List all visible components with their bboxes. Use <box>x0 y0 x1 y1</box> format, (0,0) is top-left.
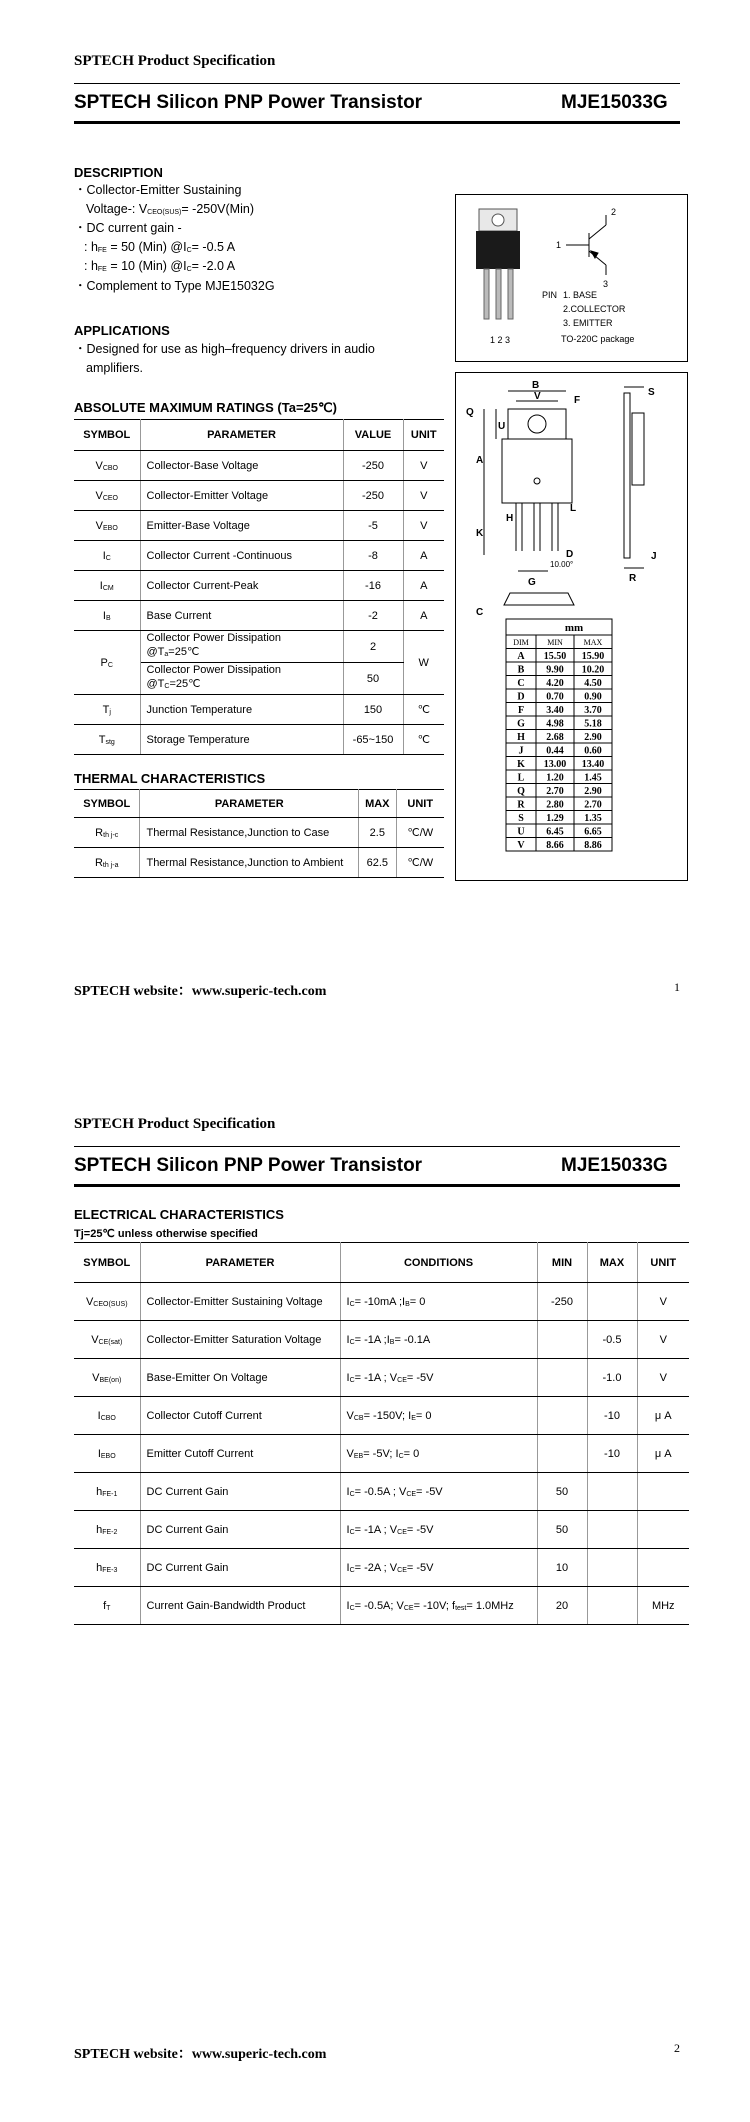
electrical-header-row <box>74 1243 689 1283</box>
dim-value: 15.90 <box>581 651 605 662</box>
col-header: SYMBOL <box>74 420 140 451</box>
max-cell: 62.5 <box>359 848 396 878</box>
dim-value: J <box>518 745 524 757</box>
value-cell: 50 <box>343 663 403 695</box>
parameter-cell: Thermal Resistance,Junction to Ambient <box>140 848 359 878</box>
value-cell: -2 <box>343 601 403 631</box>
value-cell: -250 <box>343 481 403 511</box>
dim-label-l: L <box>570 503 577 514</box>
electrical-heading: ELECTRICAL CHARACTERISTICS <box>74 1207 284 1222</box>
applications-bullet-1b: amplifiers. <box>86 361 143 375</box>
mounting-hole <box>528 415 546 433</box>
dim-value: L <box>517 772 525 784</box>
col-header: UNIT <box>637 1243 689 1283</box>
col-header: CONDITIONS <box>340 1243 537 1283</box>
conditions-cell: $I_C= -1A$ ; $V_{CE}= -5V$ <box>340 1511 537 1549</box>
table-row <box>74 511 444 541</box>
dim-value: 13.40 <box>581 759 605 770</box>
dim-value: K <box>517 759 525 770</box>
body-mark <box>534 478 540 484</box>
description-bullet-2b: : $h_{FE} = 10$ (Min) $@I_C= -2.0$ A <box>84 259 236 273</box>
package-type-label: TO-220C package <box>561 334 635 344</box>
symbol-cell: $I_C$ <box>74 541 140 571</box>
dim-value: F <box>517 705 525 716</box>
max-cell <box>587 1587 637 1625</box>
table-row <box>74 1587 689 1625</box>
symbol-pin-3: 3 <box>603 279 609 289</box>
conditions-cell: $I_C= -2A$ ; $V_{CE}= -5V$ <box>340 1549 537 1587</box>
dim-value: G <box>517 718 525 730</box>
pin-1-label: 1. BASE <box>563 290 598 300</box>
pin-number-labels: 1 2 3 <box>490 335 511 345</box>
dim-value: H <box>517 732 525 743</box>
unit-cell: μ A <box>637 1435 689 1473</box>
thermal-header-row <box>74 790 444 818</box>
dim-value: 2.68 <box>546 732 564 743</box>
symbol-cell: $T_{stg}$ <box>74 725 140 755</box>
header-rule-thick <box>74 121 680 124</box>
dim-label-a: A <box>476 455 484 466</box>
unit-cell: ℃ <box>403 725 444 755</box>
table-row <box>74 695 444 725</box>
col-header: UNIT <box>396 790 444 818</box>
table-row <box>74 631 444 663</box>
dim-label-g: G <box>528 577 536 588</box>
symbol-cell: $I_{CM}$ <box>74 571 140 601</box>
conditions-cell: $V_{EB}= -5V$; $I_C= 0$ <box>340 1435 537 1473</box>
table-row <box>74 451 444 481</box>
symbol-cell: $I_{CBO}$ <box>74 1397 140 1435</box>
max-cell: -1.0 <box>587 1359 637 1397</box>
parameter-cell: Collector-Base Voltage <box>140 451 343 481</box>
dim-header-text: MAX <box>583 638 603 647</box>
dim-value: 2.90 <box>584 732 602 743</box>
thermal-heading: THERMAL CHARACTERISTICS <box>74 771 266 786</box>
parameter-cell: Emitter Cutoff Current <box>140 1435 340 1473</box>
parameter-cell: Collector-Emitter Saturation Voltage <box>140 1321 340 1359</box>
unit-cell: V <box>637 1359 689 1397</box>
dim-value: U <box>517 826 525 838</box>
side-lead <box>624 393 630 558</box>
unit-cell: A <box>403 601 444 631</box>
side-body <box>632 413 644 485</box>
header-title: SPTECH Silicon PNP Power Transistor <box>74 92 423 113</box>
package-pinout-figure <box>455 194 688 362</box>
value-cell: -8 <box>343 541 403 571</box>
parameter-cell: Collector-Emitter Voltage <box>140 481 343 511</box>
pnp-symbol-icon <box>566 215 606 275</box>
symbol-cell: $h_{FE-3}$ <box>74 1549 140 1587</box>
unit-cell <box>637 1473 689 1511</box>
value-cell: 150 <box>343 695 403 725</box>
dim-value: 1.45 <box>584 772 602 784</box>
symbol-cell: $I_B$ <box>74 601 140 631</box>
description-bullet-2a: : $h_{FE} = 50$ (Min) $@I_C= -0.5$ A <box>84 240 236 254</box>
applications-bullet-1: ・Designed for use as high–frequency drivers in audio <box>74 342 375 356</box>
table-row <box>74 1359 689 1397</box>
pin-2-label: 2.COLLECTOR <box>563 304 626 314</box>
dim-value: 0.44 <box>546 745 564 757</box>
parameter-cell: Collector Power Dissipation $@T_C=25℃$ <box>140 663 343 695</box>
dim-label-angle: 10.00° <box>550 560 574 569</box>
parameter-cell: Base-Emitter On Voltage <box>140 1359 340 1397</box>
dim-label-r: R <box>629 573 637 584</box>
footer-website: SPTECH website：www.superic-tech.com <box>74 984 327 999</box>
abs-max-header-row <box>74 420 444 451</box>
dim-value: 10.20 <box>581 664 605 676</box>
min-cell <box>537 1397 587 1435</box>
col-header: MAX <box>587 1243 637 1283</box>
dim-value: 3.70 <box>584 705 602 716</box>
dim-value: 1.35 <box>584 813 602 824</box>
page-2 <box>0 1061 750 2122</box>
page-number: 1 <box>674 980 680 994</box>
dim-value: 4.98 <box>546 718 564 730</box>
symbol-cell: $I_{EBO}$ <box>74 1435 140 1473</box>
dim-value: 5.18 <box>584 718 602 730</box>
electrical-conditions-note: Tj=25℃ unless otherwise specified <box>74 1228 258 1240</box>
header-rule-thick <box>74 1184 680 1187</box>
table-row <box>74 848 444 878</box>
dim-label-j: J <box>651 551 657 562</box>
dim-value: 4.20 <box>546 678 564 689</box>
col-header: MIN <box>537 1243 587 1283</box>
symbol-cell: $V_{CBO}$ <box>74 451 140 481</box>
value-cell: -16 <box>343 571 403 601</box>
dim-value: S <box>518 813 524 824</box>
value-cell: -5 <box>343 511 403 541</box>
dim-label-q: Q <box>466 407 474 418</box>
value-cell: -65~150 <box>343 725 403 755</box>
side-view-shape <box>504 593 574 605</box>
min-cell: 50 <box>537 1473 587 1511</box>
dim-value: 4.50 <box>584 678 602 689</box>
header-subtitle: SPTECH Product Specification <box>74 53 276 69</box>
dim-value: Q <box>517 786 525 797</box>
table-row <box>74 1283 689 1321</box>
unit-cell <box>637 1511 689 1549</box>
header-part-number: MJE15033G <box>561 92 668 113</box>
dim-value: 6.45 <box>546 826 564 838</box>
dim-label-b: B <box>532 380 540 391</box>
dim-value: V <box>517 840 525 851</box>
table-row <box>74 481 444 511</box>
dim-value: C <box>517 678 525 689</box>
parameter-cell: DC Current Gain <box>140 1549 340 1587</box>
table-row <box>74 541 444 571</box>
dim-value: 15.50 <box>543 651 567 662</box>
col-header: SYMBOL <box>74 790 140 818</box>
col-header: VALUE <box>343 420 403 451</box>
symbol-cell: $V_{BE(on)}$ <box>74 1359 140 1397</box>
description-bullet-3: ・Complement to Type MJE15032G <box>74 279 275 293</box>
applications-heading: APPLICATIONS <box>74 323 170 338</box>
max-cell: 2.5 <box>359 818 396 848</box>
body-outline <box>502 439 572 503</box>
min-cell: 50 <box>537 1511 587 1549</box>
conditions-cell: $I_C= -0.5A$ ; $V_{CE}= -5V$ <box>340 1473 537 1511</box>
col-header: SYMBOL <box>74 1243 140 1283</box>
page-number: 2 <box>674 2041 680 2055</box>
col-header: PARAMETER <box>140 1243 340 1283</box>
dim-label-u: U <box>498 421 506 432</box>
header-rule-thin <box>74 1146 680 1147</box>
max-cell: -0.5 <box>587 1321 637 1359</box>
abs-max-heading: ABSOLUTE MAXIMUM RATINGS (Ta=25℃) <box>74 400 337 415</box>
pin-3-label: 3. EMITTER <box>563 318 613 328</box>
parameter-cell: Collector-Emitter Sustaining Voltage <box>140 1283 340 1321</box>
table-row <box>74 571 444 601</box>
parameter-cell: Thermal Resistance,Junction to Case <box>140 818 359 848</box>
symbol-cell: $f_T$ <box>74 1587 140 1625</box>
parameter-cell: Storage Temperature <box>140 725 343 755</box>
conditions-cell: $I_C= -1A$ $;I_B= -0.1A$ <box>340 1321 537 1359</box>
symbol-cell: $P_C$ <box>74 631 140 695</box>
conditions-cell: $I_C= -0.5A$; $V_{CE}= -10V$; $f_{test}= 1.0MHz$ <box>340 1587 537 1625</box>
dim-value: 0.60 <box>584 745 602 757</box>
dim-label-f: F <box>574 395 581 406</box>
conditions-cell: $I_C= -10mA$ $;I_B= 0$ <box>340 1283 537 1321</box>
dim-value: 1.20 <box>546 772 564 784</box>
max-cell: -10 <box>587 1435 637 1473</box>
conditions-cell: $V_{CB}= -150V$; $I_E= 0$ <box>340 1397 537 1435</box>
description-bullet-1: ・Collector-Emitter Sustaining <box>74 183 242 197</box>
unit-cell: V <box>403 511 444 541</box>
unit-cell: MHz <box>637 1587 689 1625</box>
dim-value: 0.90 <box>584 691 602 703</box>
unit-cell: W <box>403 631 444 695</box>
table-row <box>74 1511 689 1549</box>
min-cell: 20 <box>537 1587 587 1625</box>
dim-label-d: D <box>566 549 574 560</box>
unit-cell: ℃ <box>403 695 444 725</box>
dim-label-s: S <box>648 387 655 398</box>
dim-label-k: K <box>476 528 484 539</box>
parameter-cell: DC Current Gain <box>140 1473 340 1511</box>
max-cell: -10 <box>587 1397 637 1435</box>
dimension-table <box>506 619 612 851</box>
description-heading: DESCRIPTION <box>74 165 163 180</box>
dim-unit-cell <box>506 619 612 635</box>
table-row <box>74 1435 689 1473</box>
dim-value: 8.86 <box>584 840 602 851</box>
parameter-cell: DC Current Gain <box>140 1511 340 1549</box>
unit-cell: ℃/W <box>396 848 444 878</box>
parameter-cell: Emitter-Base Voltage <box>140 511 343 541</box>
parameter-cell: Collector Cutoff Current <box>140 1397 340 1435</box>
package-dimension-figure <box>455 372 688 881</box>
symbol-cell: $V_{CE(sat)}$ <box>74 1321 140 1359</box>
parameter-cell: Current Gain-Bandwidth Product <box>140 1587 340 1625</box>
description-bullet-1b: Voltage-: $V_{CEO(SUS)}= -250V(Min)$ <box>86 202 254 216</box>
parameter-cell: Base Current <box>140 601 343 631</box>
dim-value: B <box>517 664 525 676</box>
dim-value: 6.65 <box>584 826 602 838</box>
table-row <box>74 601 444 631</box>
conditions-cell: $I_C= -1A$ ; $V_{CE}= -5V$ <box>340 1359 537 1397</box>
unit-cell <box>637 1549 689 1587</box>
min-cell <box>537 1321 587 1359</box>
symbol-cell: $h_{FE-1}$ <box>74 1473 140 1511</box>
dim-value: A <box>517 651 525 662</box>
max-cell <box>587 1549 637 1587</box>
symbol-cell: $V_{CEO}$ <box>74 481 140 511</box>
header-rule-thin <box>74 83 680 84</box>
unit-cell: A <box>403 571 444 601</box>
tab-outline <box>508 409 566 439</box>
unit-cell: V <box>403 481 444 511</box>
dim-value: 13.00 <box>543 759 567 770</box>
symbol-cell: $h_{FE-2}$ <box>74 1511 140 1549</box>
max-cell <box>587 1283 637 1321</box>
header-part-number: MJE15033G <box>561 1155 668 1176</box>
symbol-cell: $R_{th j-c}$ <box>74 818 140 848</box>
unit-cell: V <box>403 451 444 481</box>
unit-cell: V <box>637 1321 689 1359</box>
dim-label-h: H <box>506 513 514 524</box>
symbol-cell: $V_{CEO(SUS)}$ <box>74 1283 140 1321</box>
package-pinout-svg <box>456 195 687 361</box>
unit-cell: A <box>403 541 444 571</box>
max-cell <box>587 1511 637 1549</box>
min-cell <box>537 1359 587 1397</box>
value-cell: -250 <box>343 451 403 481</box>
col-header: PARAMETER <box>140 790 359 818</box>
dim-value: 8.66 <box>546 840 564 851</box>
footer-website: SPTECH website：www.superic-tech.com <box>74 2047 327 2062</box>
min-cell <box>537 1435 587 1473</box>
dim-value: 0.70 <box>546 691 564 703</box>
symbol-pin-2: 2 <box>611 207 617 217</box>
pin-title: PIN <box>542 290 558 300</box>
table-row <box>74 1473 689 1511</box>
dim-value: D <box>517 691 525 703</box>
dim-value: 1.29 <box>546 813 564 824</box>
dim-header-text: MIN <box>547 638 563 647</box>
dim-value: 3.40 <box>546 705 564 716</box>
table-row <box>74 818 444 848</box>
dim-value: 2.70 <box>546 786 564 797</box>
col-header: MAX <box>359 790 396 818</box>
dimension-drawing-svg <box>456 373 687 880</box>
table-row <box>74 1321 689 1359</box>
dim-unit-label: mm <box>564 622 584 634</box>
symbol-cell: $V_{EBO}$ <box>74 511 140 541</box>
unit-cell: ℃/W <box>396 818 444 848</box>
unit-cell: V <box>637 1283 689 1321</box>
dim-value: 2.80 <box>546 799 564 811</box>
electrical-table <box>74 1242 689 1625</box>
value-cell: 2 <box>343 631 403 663</box>
col-header: PARAMETER <box>140 420 343 451</box>
symbol-pin-1: 1 <box>556 240 562 250</box>
parameter-cell: Collector Current-Peak <box>140 571 343 601</box>
abs-max-table <box>74 419 444 755</box>
thermal-table <box>74 789 444 878</box>
dim-value: 2.90 <box>584 786 602 797</box>
min-cell: 10 <box>537 1549 587 1587</box>
col-header: UNIT <box>403 420 444 451</box>
table-row <box>74 1549 689 1587</box>
to220-photo <box>476 209 520 319</box>
header-title: SPTECH Silicon PNP Power Transistor <box>74 1155 423 1176</box>
unit-cell: μ A <box>637 1397 689 1435</box>
min-cell: -250 <box>537 1283 587 1321</box>
dim-header-text: DIM <box>513 638 529 647</box>
description-bullet-2: ・DC current gain - <box>74 221 182 235</box>
table-row <box>74 1397 689 1435</box>
symbol-cell: $R_{th j-a}$ <box>74 848 140 878</box>
dim-label-c: C <box>476 607 484 618</box>
header-subtitle: SPTECH Product Specification <box>74 1116 276 1132</box>
symbol-cell: $T_j$ <box>74 695 140 725</box>
parameter-cell: Junction Temperature <box>140 695 343 725</box>
parameter-cell: Collector Current -Continuous <box>140 541 343 571</box>
table-row <box>74 725 444 755</box>
dim-label-v: V <box>534 391 541 402</box>
dim-value: 2.70 <box>584 799 602 811</box>
dim-value: 9.90 <box>546 664 564 676</box>
dim-value: R <box>517 799 525 811</box>
max-cell <box>587 1473 637 1511</box>
parameter-cell: Collector Power Dissipation $@T_a=25℃$ <box>140 631 343 663</box>
